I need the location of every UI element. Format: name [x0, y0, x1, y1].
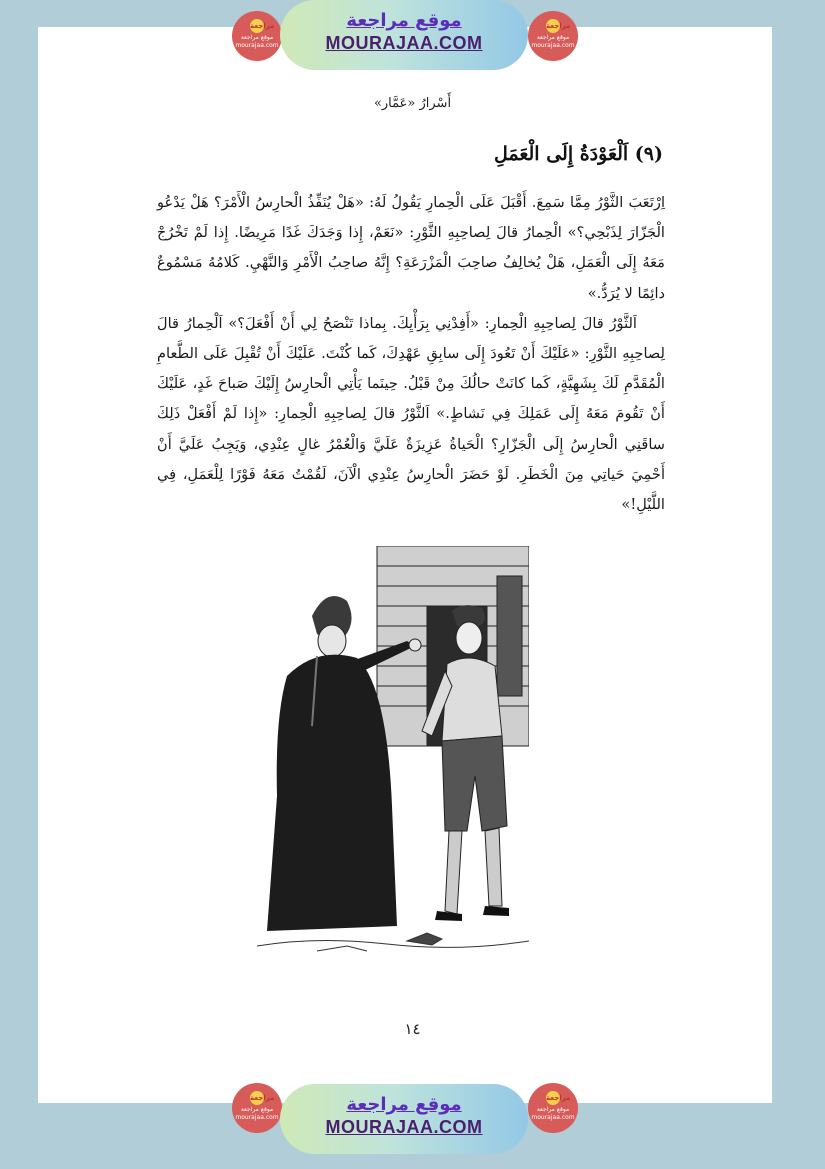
site-name-arabic[interactable]: موقع مراجعة — [346, 1094, 462, 1115]
site-logo-badge-bottom-left[interactable] — [232, 1083, 282, 1133]
site-logo-badge-top-right[interactable] — [528, 11, 578, 61]
chapter-title: (٩) اَلْعَوْدَةُ إِلَى الْعَمَلِ — [493, 143, 663, 165]
running-header: أَسْرارُ «عَمَّار» — [373, 96, 452, 111]
logo-icon: مراجعة — [250, 19, 264, 33]
badge-name: موقع مراجعة — [536, 34, 570, 41]
site-logo-badge-top-left[interactable] — [232, 11, 282, 61]
badge-name: موقع مراجعة — [240, 34, 274, 41]
site-name-english[interactable]: MOURAJAA.COM — [325, 1117, 483, 1137]
site-name-arabic[interactable]: موقع مراجعة — [346, 10, 462, 31]
badge-domain: mourajaa.com — [235, 42, 279, 49]
logo-icon: مراجعة — [250, 1091, 264, 1105]
site-name-english[interactable]: MOURAJAA.COM — [325, 33, 483, 53]
paragraph: اَلثَّوْرُ قالَ لِصاحِبِهِ الْحِمارِ: «أَفِدْنِي بِرَأْيِكَ. بِماذا تَنْصَحُ لِي أَنْ أَفْعَلَ؟» اَلْحِمارُ قالَ لِصاحِبِهِ الثَّوْرِ: «عَلَيْكَ أَنْ تَعُودَ إِلَى سابِقِ عَهْدِكَ، كَما كُنْتَ. عَلَيْكَ أَنْ تُقْبِلَ عَلَى الطَّعامِ الْمُقَدَّمِ لَكَ بِشَهِيَّةٍ، كَما كانَتْ حالُكَ مِنْ قَبْلُ. حِينَما يَأْتِي الْحارِسُ إِلَيْكَ صَباحَ غَدٍ، عَلَيْكَ أَنْ تَقُومَ مَعَهُ إِلَى عَمَلِكَ فِي نَشاطٍ.» اَلثَّوْرُ قالَ لِصاحِبِهِ الْحِمارِ: «إِذا لَمْ أَفْعَلْ ذَلِكَ ساقَنِي الْحارِسُ إِلَى الْجَزّارِ؟ الْحَياةُ عَزِيزَةٌ عَلَيَّ وَالْعُمْرُ غالٍ عِنْدِي، وَيَجِبُ عَلَيَّ أَنْ أَحْمِيَ حَياتِي مِنَ الْخَطَرِ. لَوْ حَضَرَ الْحارِسُ عِنْدِي الْآنَ، لَقُمْتُ مَعَهُ فَوْرًا لِلْعَمَلِ، فِي اللَّيْلِ!» — [157, 314, 665, 514]
logo-icon: مراجعة — [546, 19, 560, 33]
badge-domain: mourajaa.com — [531, 1114, 575, 1121]
logo-icon: مراجعة — [546, 1091, 560, 1105]
site-banner-top[interactable] — [280, 0, 528, 70]
paragraph: اِرْتَعَبَ الثَّوْرُ مِمَّا سَمِعَ. أَقْبَلَ عَلَى الْحِمارِ يَقُولُ لَهُ: «هَلْ يُنَفِّذُ الْحارِسُ الْأَمْرَ؟ هَلْ يَدْعُو الْجَزّارَ لِذَبْحِي؟» الْحِمارُ قالَ لِصاحِبِهِ الثَّوْرِ: «نَعَمْ، إِذا وَجَدَكَ غَدًا مَرِيضًا. إِذا لَمْ تَخْرُجْ مَعَهُ إِلَى الْعَمَلِ، هَلْ يُخالِفُ صاحِبَ الْمَزْرَعَةِ؟ إِنَّهُ صاحِبُ الْأَمْرِ وَالنَّهْيِ. كَلامُهُ مَسْمُوعٌ دائِمًا لا يُرَدُّ.» — [157, 194, 665, 302]
page-number: ١٤ — [404, 1020, 421, 1038]
badge-domain: mourajaa.com — [235, 1114, 279, 1121]
site-logo-badge-bottom-right[interactable] — [528, 1083, 578, 1133]
site-banner-bottom[interactable] — [280, 1084, 528, 1154]
badge-name: موقع مراجعة — [536, 1106, 570, 1113]
badge-domain: mourajaa.com — [531, 42, 575, 49]
story-illustration — [257, 546, 529, 966]
story-text — [157, 188, 665, 520]
badge-name: موقع مراجعة — [240, 1106, 274, 1113]
